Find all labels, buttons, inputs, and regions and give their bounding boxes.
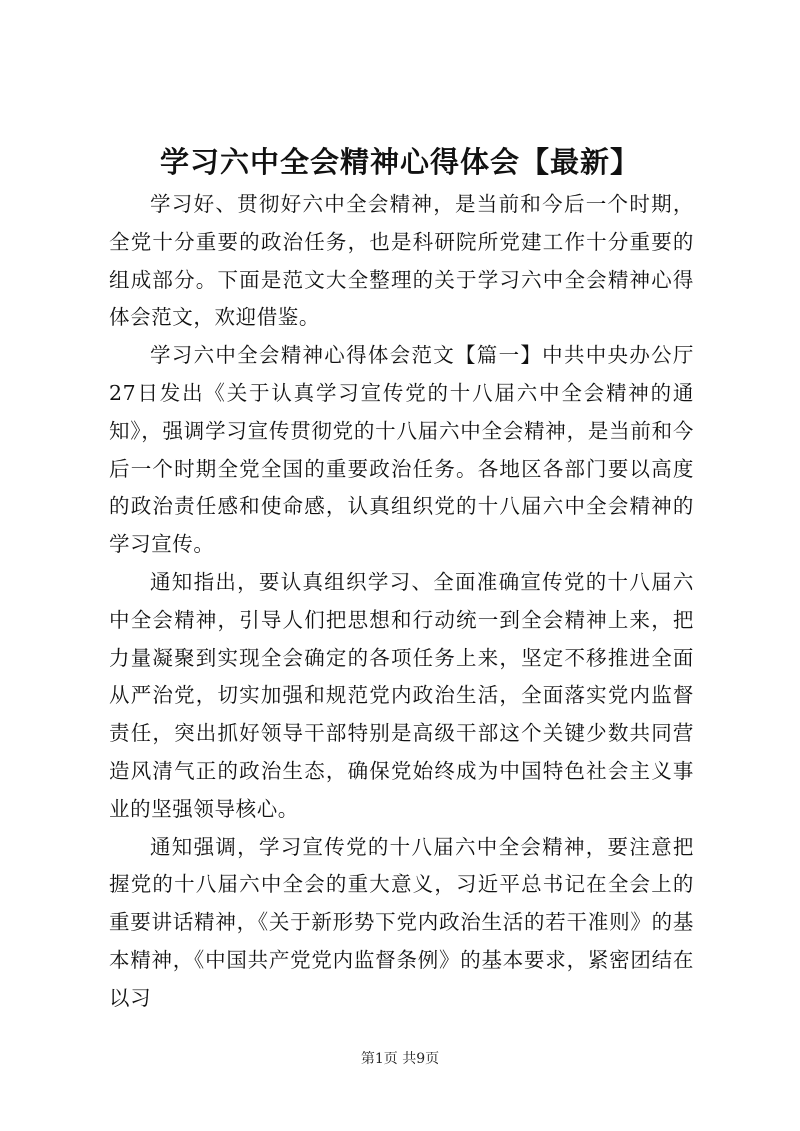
page-footer: 第1页 共9页 bbox=[360, 1051, 440, 1067]
document-title: 学习六中全会精神心得体会【最新】 bbox=[159, 145, 640, 179]
paragraph-notice-emphasis: 通知强调，学习宣传党的十八届六中全会精神，要注意把握党的十八届六中全会的重大意义，习近平总书记在全会上的重要讲话精神，《关于新形势下党内政治生活的若干准则》的基本精神，《中国共产党党内监督条例》的基本要求，紧密团结在以习 bbox=[109, 834, 694, 1010]
paragraph-intro: 学习好、贯彻好六中全会精神，是当前和今后一个时期，全党十分重要的政治任务，也是科研院所党建工作十分重要的组成部分。下面是范文大全整理的关于学习六中全会精神心得体会范文，欢迎借鉴。 bbox=[109, 192, 694, 330]
paragraph-notice-points: 通知指出，要认真组织学习、全面准确宣传党的十八届六中全会精神，引导人们把思想和行动统一到全会精神上来，把力量凝聚到实现全会确定的各项任务上来，坚定不移推进全面从严治党，切实加强和规范党内政治生活，全面落实党内监督责任，突出抓好领导干部特别是高级干部这个关键少数共同营造风清气正的政治生态，确保党始终成为中国特色社会主义事业的坚强领导核心。 bbox=[109, 569, 694, 821]
document-body bbox=[109, 186, 694, 1018]
paragraph-part-one: 学习六中全会精神心得体会范文【篇一】中共中央办公厅27日发出《关于认真学习宣传党的十八届六中全会精神的通知》，强调学习宣传贯彻党的十八届六中全会精神，是当前和今后一个时期全党全国的重要政治任务。各地区各部门要以高度的政治责任感和使命感，认真组织党的十八届六中全会精神的学习宣传。 bbox=[109, 343, 694, 557]
